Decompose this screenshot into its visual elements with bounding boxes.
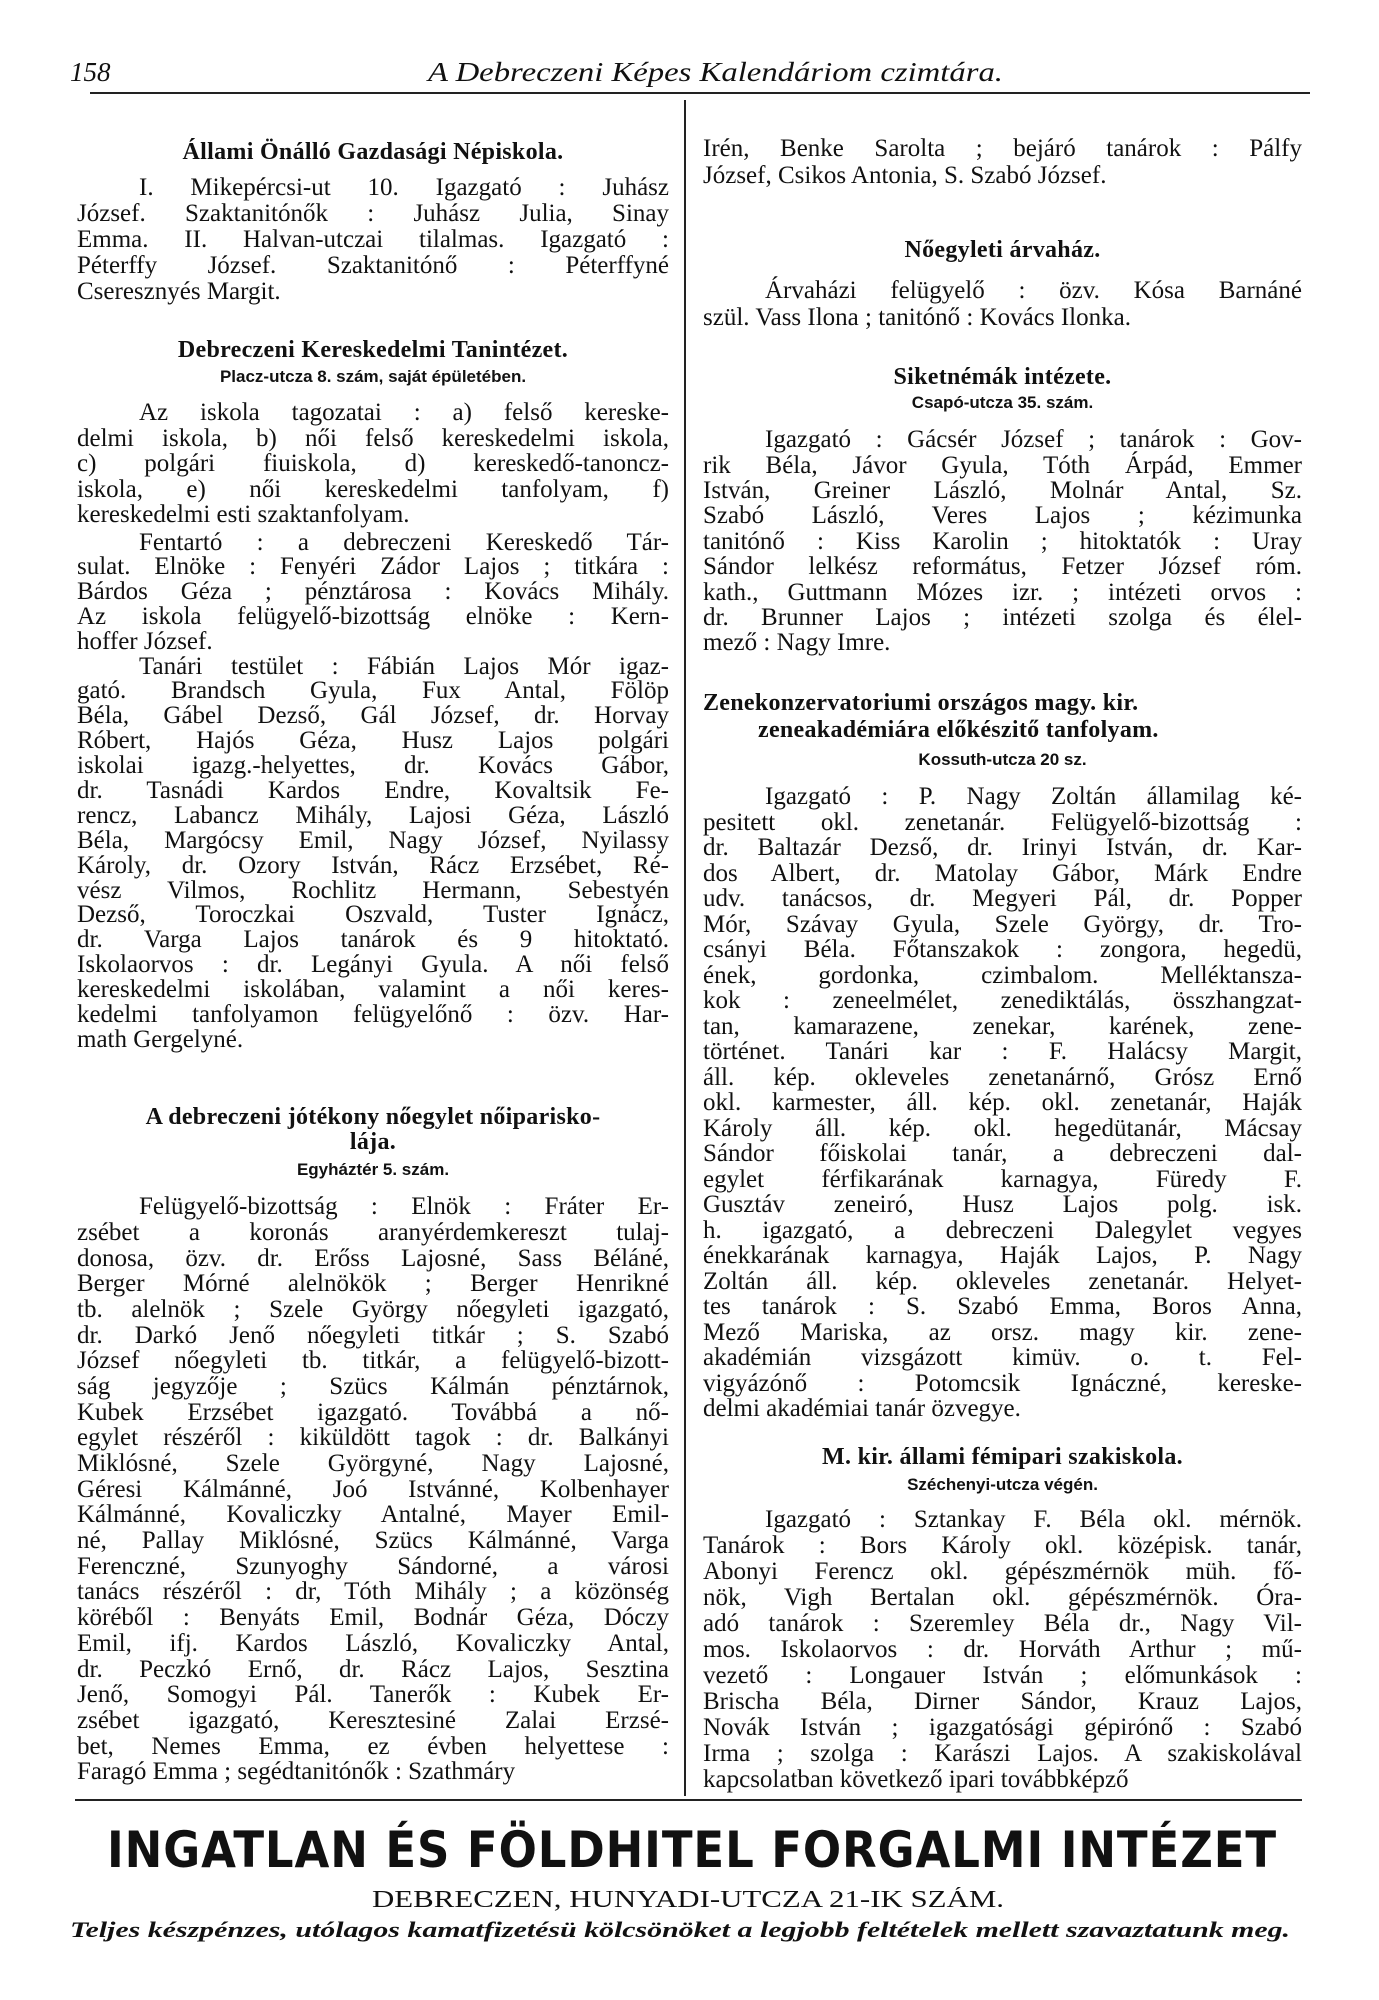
- text-line: okl. karmester, áll. kép. okl. zenetanár, Haják: [703, 1089, 1302, 1117]
- text-line: M. kir. állami fémipari szakiskola.: [822, 1443, 1183, 1470]
- text-line: zsébet a koronás aranyérdemkereszt tulaj-: [77, 1218, 669, 1246]
- text-line: tanitónő : Kiss Karolin ; hitoktatók : Uray: [703, 527, 1302, 555]
- text-line: dr. Varga Lajos tanárok és 9 hitoktató.: [77, 926, 669, 954]
- text-line: Ferenczné, Szunyoghy Sándorné, a városi: [77, 1552, 669, 1580]
- text-line: ság jegyzője ; Szücs Kálmán pénztárnok,: [77, 1372, 669, 1400]
- text-line: Gusztáv zeneiró, Husz Lajos polg. isk.: [703, 1191, 1302, 1219]
- paragraph: [77, 1194, 669, 1785]
- text-line: Árvaházi felügyelő : özv. Kósa Barnáné: [765, 276, 1302, 304]
- text-line: kedelmi tanfolyamon felügyelőnő : özv. Har-: [77, 1001, 669, 1029]
- text-line: math Gergelyné.: [77, 1025, 244, 1053]
- text-line: Zenekonzervatoriumi országos magy. kir.: [703, 689, 1139, 716]
- text-line: Tanári testület : Fábián Lajos Mór igaz-: [139, 652, 669, 680]
- text-line: tes tanárok : S. Szabó Emma, Boros Anna,: [703, 1293, 1302, 1321]
- text-line: Faragó Emma ; segédtanitónők : Szathmáry: [77, 1758, 516, 1786]
- left-column: [77, 0, 669, 1800]
- section-address: [703, 748, 1302, 772]
- text-line: Széchenyi-utcza végén.: [907, 1475, 1098, 1494]
- page-number: 158: [70, 57, 111, 87]
- text-line: Béla, Margócsy Emil, Nagy József, Nyilassy: [77, 826, 669, 854]
- text-line: gató. Brandsch Gyula, Fux Antal, Fölöp: [77, 677, 669, 705]
- text-line: dr. Brunner Lajos ; intézeti szolga és élel-: [703, 604, 1302, 632]
- text-line: egylet férfikarának karnagya, Füredy F.: [703, 1165, 1302, 1193]
- text-line: dr. Peczkó Ernő, dr. Rácz Lajos, Sesztina: [77, 1655, 669, 1683]
- text-line: Állami Önálló Gazdasági Népiskola.: [182, 138, 564, 165]
- section-heading: [77, 1105, 669, 1155]
- text-line: Károly áll. kép. okl. hegedütanár, Mácsay: [703, 1114, 1302, 1142]
- text-line: Emma. II. Halvan-utczai tilalmas. Igazgató :: [77, 226, 669, 253]
- text-line: bet, Nemes Emma, ez évben helyettese :: [77, 1732, 669, 1760]
- section-address: [77, 365, 669, 389]
- text-line: dr. Tasnádi Kardos Endre, Kovaltsik Fe-: [77, 777, 669, 804]
- text-line: hoffer József.: [77, 628, 213, 656]
- text-line: köréből : Benyáts Emil, Bodnár Géza, Dóczy: [77, 1604, 669, 1632]
- text-line: áll. kép. okleveles zenetanárnő, Grósz Ernő: [703, 1063, 1302, 1091]
- text-line: kereskedelmi esti szaktanfolyam.: [77, 501, 410, 529]
- text-line: Béla, Gábel Dezső, Gál József, dr. Horvay: [77, 702, 669, 730]
- text-line: Mező Mariska, az orsz. magy kir. zene-: [703, 1318, 1302, 1346]
- text-line: Az iskola tagozatai : a) felső kereske-: [139, 399, 669, 427]
- text-line: csányi Béla. Főtanszakok : zongora, hegedü,: [703, 936, 1302, 964]
- text-line: Felügyelő-bizottság : Elnök : Fráter Er-: [139, 1193, 669, 1221]
- text-line: delmi iskola, b) női felső kereskedelmi iskola,: [77, 424, 669, 452]
- text-line: tb. alelnök ; Szele György nőegyleti igazgató,: [77, 1295, 669, 1323]
- text-line: zeneakadémiára előkészitő tanfolyam.: [758, 716, 1159, 743]
- text-line: dos Albert, dr. Matolay Gábor, Márk Endre: [703, 859, 1302, 887]
- paragraph: [77, 652, 669, 1053]
- text-line: József. Szaktanitónők : Juhász Julia, Sinay: [77, 200, 669, 227]
- text-line: vigyázónő : Potomcsik Ignáczné, kereske-: [703, 1369, 1302, 1397]
- section-heading: [703, 690, 1302, 744]
- section-heading: [703, 364, 1302, 391]
- text-line: Cseresznyés Margit.: [77, 278, 281, 305]
- text-line: Károly, dr. Ozory István, Rácz Erzsébet, Ré-: [77, 851, 669, 879]
- text-line: Jenő, Somogyi Pál. Tanerők : Kubek Er-: [77, 1681, 669, 1709]
- text-line: adó tanárok : Szeremley Béla dr., Nagy Vil-: [703, 1610, 1302, 1637]
- text-line: tan, kamarazene, zenekar, karének, zene-: [703, 1012, 1302, 1040]
- column-divider: [684, 100, 686, 1796]
- text-line: Miklósné, Szele Györgyné, Nagy Lajosné,: [77, 1450, 669, 1478]
- right-column: [703, 0, 1302, 1800]
- text-line: Sándor lelkész református, Fetzer József róm.: [703, 553, 1302, 581]
- paragraph: [703, 427, 1302, 656]
- text-line: Sándor főiskolai tanár, a debreczeni dal-: [703, 1140, 1302, 1168]
- paragraph: [703, 135, 1302, 189]
- text-line: mos. Iskolaorvos : dr. Horváth Arthur ; mű-: [703, 1636, 1302, 1663]
- section-heading: [703, 237, 1302, 264]
- text-line: h. igazgató, a debreczeni Dalegylet vegyes: [703, 1216, 1302, 1244]
- paragraph: [77, 175, 669, 305]
- text-line: delmi akadémiai tanár özvegye.: [703, 1395, 1021, 1423]
- text-line: József nőegyleti tb. titkár, a felügyelő-bizott-: [77, 1347, 669, 1375]
- text-line: udv. tanácsos, dr. Megyeri Pál, dr. Popper: [703, 885, 1302, 913]
- text-line: iskolai igazg.-helyettes, dr. Kovács Gábor,: [77, 752, 669, 780]
- text-line: dr. Darkó Jenő nőegyleti titkár ; S. Szabó: [77, 1321, 669, 1349]
- section-address: [703, 391, 1302, 415]
- advertisement-address: DEBRECZEN, HUNYADI-UTCZA 21-IK SZÁM.: [372, 1887, 1004, 1913]
- text-line: vezető : Longauer István ; előmunkások :: [703, 1662, 1302, 1689]
- text-line: Géresi Kálmánné, Joó Istvánné, Kolbenhayer: [77, 1475, 669, 1503]
- text-line: kereskedelmi iskolában, valamint a női keres-: [77, 976, 669, 1004]
- text-line: Novák István ; igazgatósági gépirónő : Szabó: [703, 1714, 1302, 1741]
- text-line: mező : Nagy Imre.: [703, 629, 891, 657]
- text-line: zsébet igazgató, Keresztesiné Zalai Erzsé-: [77, 1706, 669, 1734]
- text-line: Péterffy József. Szaktanitónő : Péterffyné: [77, 252, 669, 279]
- text-line: Fentartó : a debreczeni Kereskedő Tár-: [139, 528, 669, 556]
- paragraph: [703, 1507, 1302, 1793]
- text-line: iskola, e) női kereskedelmi tanfolyam, f): [77, 475, 669, 503]
- text-line: Csapó-utcza 35. szám.: [911, 393, 1094, 412]
- section-heading: [77, 337, 669, 364]
- section-address: [703, 1473, 1302, 1497]
- text-line: kapcsolatban következő ipari továbbképző: [703, 1766, 1129, 1793]
- text-line: Kálmánné, Kovaliczky Antalné, Mayer Emil-: [77, 1501, 669, 1529]
- section-address: [77, 1158, 669, 1182]
- text-line: Debreczeni Kereskedelmi Tanintézet.: [177, 336, 569, 363]
- text-line: Kossuth-utcza 20 sz.: [918, 750, 1087, 769]
- text-line: donosa, özv. dr. Erőss Lajosné, Sass Béláné,: [77, 1244, 669, 1272]
- running-title: A Debreczeni Képes Kalendáriom czimtára.: [428, 57, 1003, 87]
- text-line: Emil, ifj. Kardos László, Kovaliczky Antal,: [77, 1629, 669, 1657]
- text-line: I. Mikepércsi-ut 10. Igazgató : Juhász: [139, 174, 669, 201]
- text-line: József, Csikos Antonia, S. Szabó József.: [703, 161, 1107, 189]
- text-line: Szabó László, Veres Lajos ; kézimunka: [703, 502, 1302, 530]
- text-line: Mór, Szávay Gyula, Szele György, dr. Tro-: [703, 910, 1302, 938]
- text-line: Bárdos Géza ; pénztárosa : Kovács Mihály.: [77, 578, 669, 606]
- text-line: Irma ; szolga : Karászi Lajos. A szakiskolával: [703, 1740, 1302, 1767]
- text-line: tanács részéről : dr, Tóth Mihály ; a közönség: [77, 1578, 669, 1606]
- text-line: akadémián vizsgázott kimüv. o. t. Fel-: [703, 1344, 1302, 1372]
- text-line: Berger Mórné alelnökök ; Berger Henrikné: [77, 1270, 669, 1298]
- text-line: énekkarának karnagya, Haják Lajos, P. Nagy: [703, 1242, 1302, 1270]
- text-line: Igazgató : Gácsér József ; tanárok : Gov-: [765, 426, 1302, 454]
- text-line: Iskolaorvos : dr. Legányi Gyula. A női felső: [77, 951, 669, 979]
- text-line: rik Béla, Jávor Gyula, Tóth Árpád, Emmer: [703, 451, 1302, 479]
- advertisement-rule: [75, 1799, 1302, 1801]
- section-heading: [77, 139, 669, 166]
- text-line: pesitett okl. zenetanár. Felügyelő-bizottság :: [703, 808, 1302, 836]
- text-line: ének, gordonka, czimbalom. Melléktansza-: [703, 961, 1302, 989]
- text-line: Tanárok : Bors Károly okl. középisk. tanár,: [703, 1532, 1302, 1559]
- text-line: Egyháztér 5. szám.: [296, 1160, 450, 1179]
- text-line: Irén, Benke Sarolta ; bejáró tanárok : Pálfy: [703, 134, 1302, 162]
- text-line: vész Vilmos, Rochlitz Hermann, Sebestyén: [77, 876, 669, 904]
- paragraph: [703, 784, 1302, 1422]
- text-line: kath., Guttmann Mózes izr. ; intézeti orvos :: [703, 578, 1302, 606]
- text-line: Róbert, Hajós Géza, Husz Lajos polgári: [77, 727, 669, 755]
- text-line: rencz, Labancz Mihály, Lajosi Géza, László: [77, 801, 669, 829]
- text-line: nök, Vigh Bertalan okl. gépészmérnök. Óra-: [703, 1584, 1302, 1611]
- text-line: Az iskola felügyelő-bizottság elnöke : Kern-: [77, 603, 669, 631]
- text-line: szül. Vass Ilona ; tanitónő : Kovács Ilonka.: [703, 303, 1131, 331]
- text-line: Dezső, Toroczkai Oszvald, Tuster Ignácz,: [77, 901, 669, 929]
- section-heading: [703, 1444, 1302, 1471]
- paragraph: [703, 277, 1302, 331]
- text-line: Zoltán áll. kép. okleveles zenetanár. Helyet-: [703, 1267, 1302, 1295]
- text-line: lája.: [349, 1128, 397, 1155]
- text-line: dr. Baltazár Dezső, dr. Irinyi István, dr. Kar-: [703, 834, 1302, 862]
- advertisement-title: INGATLAN ÉS FÖLDHITEL FORGALMI INTÉZET: [107, 1821, 1277, 1879]
- text-line: Siketnémák intézete.: [893, 363, 1112, 390]
- text-line: kok : zeneelmélet, zenediktálás, összhangzat-: [703, 987, 1302, 1015]
- text-line: Placz-utcza 8. szám, saját épületében.: [219, 367, 527, 386]
- text-line: István, Greiner László, Molnár Antal, Sz.: [703, 477, 1302, 505]
- paragraph: [77, 400, 669, 528]
- text-line: Abonyi Ferencz okl. gépészmérnök müh. fő-: [703, 1558, 1302, 1585]
- text-line: Igazgató : Sztankay F. Béla okl. mérnök.: [765, 1506, 1302, 1533]
- text-line: Brischa Béla, Dirner Sándor, Krauz Lajos,: [703, 1688, 1302, 1715]
- advertisement-offer: Teljes készpénzes, utólagos kamatfizetésü kölcsönöket a legjobb feltételek mellett szavaztatunk meg.: [70, 1917, 1290, 1942]
- text-line: né, Pallay Miklósné, Szücs Kálmánné, Varga: [77, 1527, 669, 1555]
- text-line: sulat. Elnöke : Fenyéri Zádor Lajos ; titkára :: [77, 553, 669, 581]
- text-line: egylet részéről : kiküldött tagok : dr. Balkányi: [77, 1424, 669, 1452]
- text-line: történet. Tanári kar : F. Halácsy Margit,: [703, 1038, 1302, 1066]
- text-line: c) polgári fiuiskola, d) kereskedő-tanoncz-: [77, 450, 669, 478]
- text-line: Nőegyleti árvaház.: [904, 236, 1101, 263]
- paragraph: [77, 528, 669, 656]
- text-line: Igazgató : P. Nagy Zoltán államilag ké-: [765, 783, 1302, 811]
- text-line: A debreczeni jótékony nőegylet nőiparisko-: [145, 1103, 601, 1130]
- text-line: Kubek Erzsébet igazgató. Továbbá a nő-: [77, 1398, 669, 1426]
